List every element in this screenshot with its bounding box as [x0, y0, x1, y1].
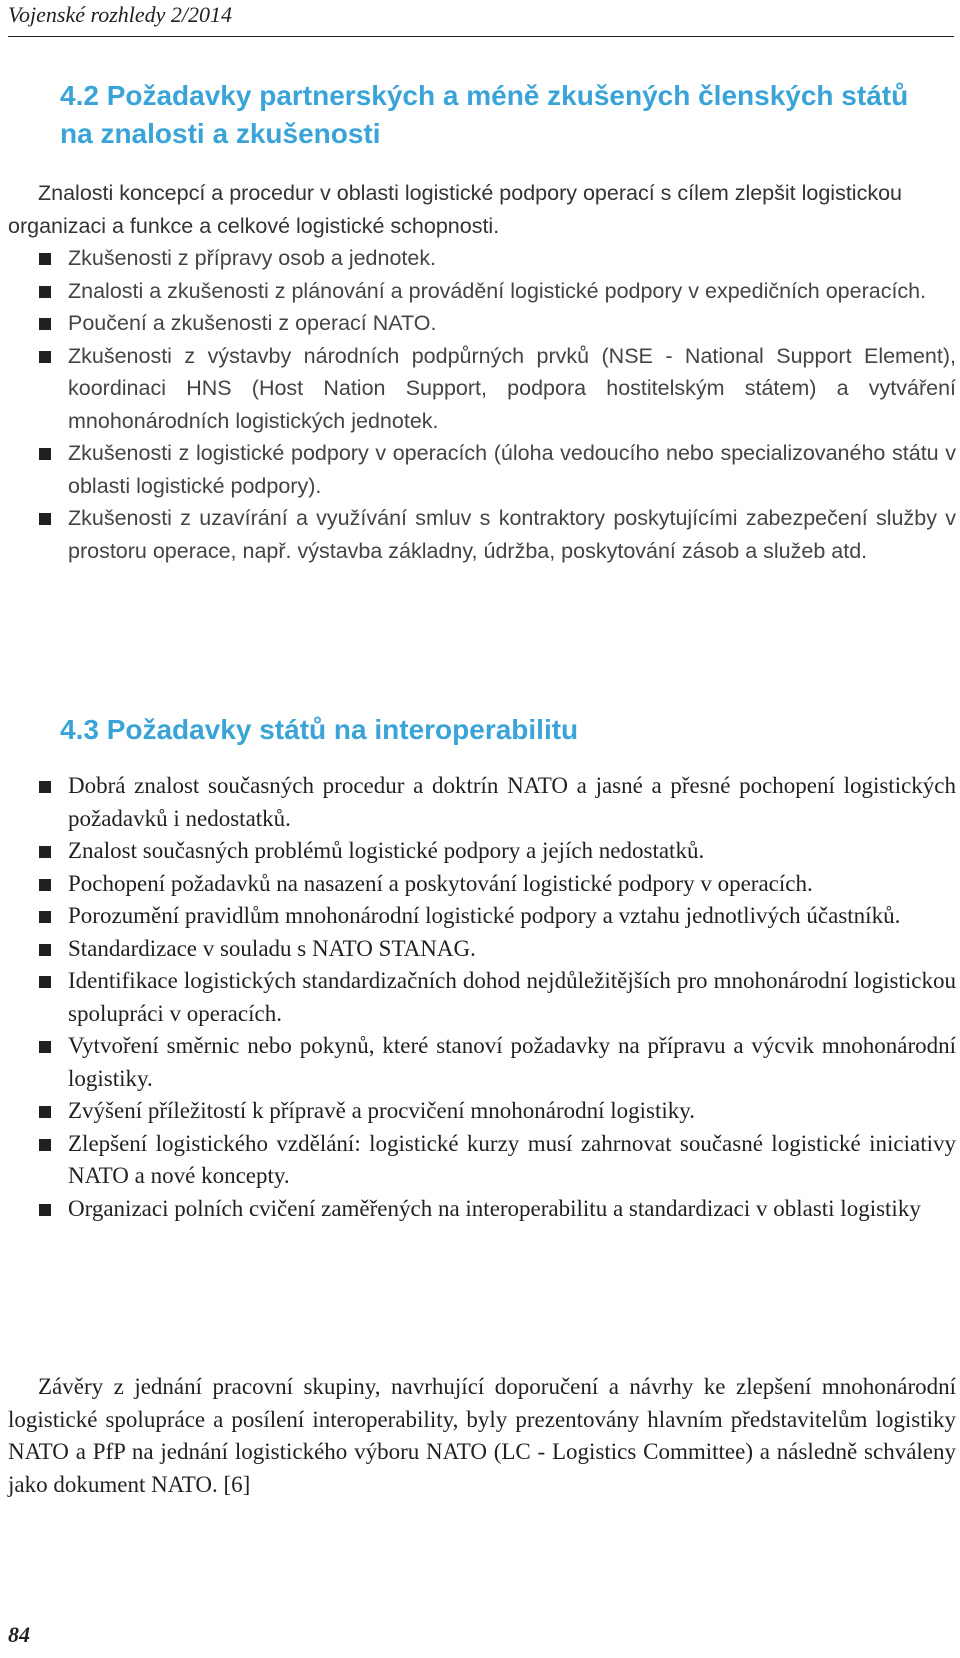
list-item-text: Zkušenosti z přípravy osob a jednotek. — [68, 246, 437, 270]
list-item — [8, 900, 956, 933]
list-item-text: Vytvoření směrnic nebo pokynů, které stanoví požadavky na přípravu a výcvik mnohonárodní logistiky. — [68, 1033, 956, 1091]
list-item-text: Organizaci polních cvičení zaměřených na interoperabilitu a standardizaci v oblasti logistiky — [68, 1195, 921, 1221]
list-item — [8, 933, 956, 966]
square-bullet-icon — [39, 1204, 51, 1216]
list-item-text: Identifikace logistických standardizačních dohod nejdůležitějších pro mnohonárodní logistickou spolupráci v operacích. — [68, 968, 956, 1026]
list-item-text: Porozumění pravidlům mnohonárodní logistické podpory a vztahu jednotlivých účastníků. — [68, 903, 901, 928]
page-number: 84 — [8, 1622, 30, 1647]
list-item-text: Zkušenosti z uzavírání a využívání smluv s kontraktory poskytujícími zabezpečení služby v prostoru operace, např. výstavba základny, údržba, poskytování zásob a služeb atd. — [68, 506, 956, 563]
list-item — [8, 770, 956, 835]
list-item — [8, 965, 956, 1030]
list-item-text: Zkušenosti z logistické podpory v operacích (úloha vedoucího nebo specializovaného státu v oblasti logistické podpory). — [68, 441, 956, 498]
list-item — [8, 340, 956, 438]
list-item-text: Zkušenosti z výstavby národních podpůrných prvků (NSE - National Support Element), koordinaci HNS (Host Nation Support, podpora hostitelským státem) a vytváření mnohonárodních logistických jednotek. — [68, 343, 956, 433]
requirements-list-4-2 — [8, 242, 956, 567]
square-bullet-icon — [39, 286, 51, 298]
square-bullet-icon — [39, 253, 51, 265]
list-item — [8, 868, 956, 901]
conclusion-paragraph: Závěry z jednání pracovní skupiny, navrhující doporučení a návrhy ke zlepšení mnohonárodní logistické spolupráce a posílení interoperability, byly prezentovány hlavním představitelům logistiky NATO a PfP na jednání logistického výboru NATO (LC - Logistics Committee) a následně schváleny jako dokument NATO. [6] — [8, 1374, 956, 1497]
square-bullet-icon — [39, 911, 51, 923]
square-bullet-icon — [39, 1041, 51, 1053]
list-item-text: Dobrá znalost současných procedur a doktrín NATO a jasné a přesné pochopení logistických požadavků i nedostatků. — [68, 773, 956, 831]
square-bullet-icon — [39, 1139, 51, 1151]
list-item — [8, 1095, 956, 1128]
list-item — [8, 835, 956, 868]
list-item-text: Znalost současných problémů logistické podpory a jejích nedostatků. — [68, 838, 705, 863]
list-item — [8, 1128, 956, 1193]
list-item — [8, 437, 956, 502]
list-item-text: Znalosti a zkušenosti z plánování a provádění logistické podpory v expedičních operacích. — [68, 278, 927, 303]
square-bullet-icon — [39, 318, 51, 330]
interoperability-list-4-3 — [8, 770, 956, 1225]
list-item-text: Standardizace v souladu s NATO STANAG. — [68, 935, 476, 961]
section-heading-4-3: 4.3 Požadavky států na interoperabilitu — [60, 714, 579, 745]
list-item — [8, 242, 956, 275]
square-bullet-icon — [39, 351, 51, 363]
square-bullet-icon — [39, 879, 51, 891]
list-item — [8, 502, 956, 567]
list-item-text: Pochopení požadavků na nasazení a poskytování logistické podpory v operacích. — [68, 870, 813, 896]
list-item-text: Zvýšení příležitostí k přípravě a procvičení mnohonárodní logistiky. — [68, 1098, 696, 1123]
square-bullet-icon — [39, 781, 51, 793]
square-bullet-icon — [39, 513, 51, 525]
section-intro-paragraph: Znalosti koncepcí a procedur v oblasti logistické podpory operací s cílem zlepšit logistickou organizaci a funkce a celkové logistické schopnosti. — [8, 181, 902, 238]
list-item — [8, 1030, 956, 1095]
journal-title: Vojenské rozhledy 2/2014 — [8, 2, 233, 27]
square-bullet-icon — [39, 1106, 51, 1118]
square-bullet-icon — [39, 846, 51, 858]
square-bullet-icon — [39, 976, 51, 988]
list-item — [8, 275, 956, 308]
square-bullet-icon — [39, 448, 51, 460]
list-item-text: Zlepšení logistického vzdělání: logistické kurzy musí zahrnovat současné logistické iniciativy NATO a nové koncepty. — [68, 1130, 956, 1188]
list-item — [8, 1193, 956, 1226]
list-item-text: Poučení a zkušenosti z operací NATO. — [68, 311, 437, 335]
running-header — [8, 0, 954, 37]
square-bullet-icon — [39, 944, 51, 956]
list-item — [8, 307, 956, 340]
section-heading-4-2: 4.2 Požadavky partnerských a méně zkušených členských států na znalosti a zkušenosti — [60, 80, 909, 149]
